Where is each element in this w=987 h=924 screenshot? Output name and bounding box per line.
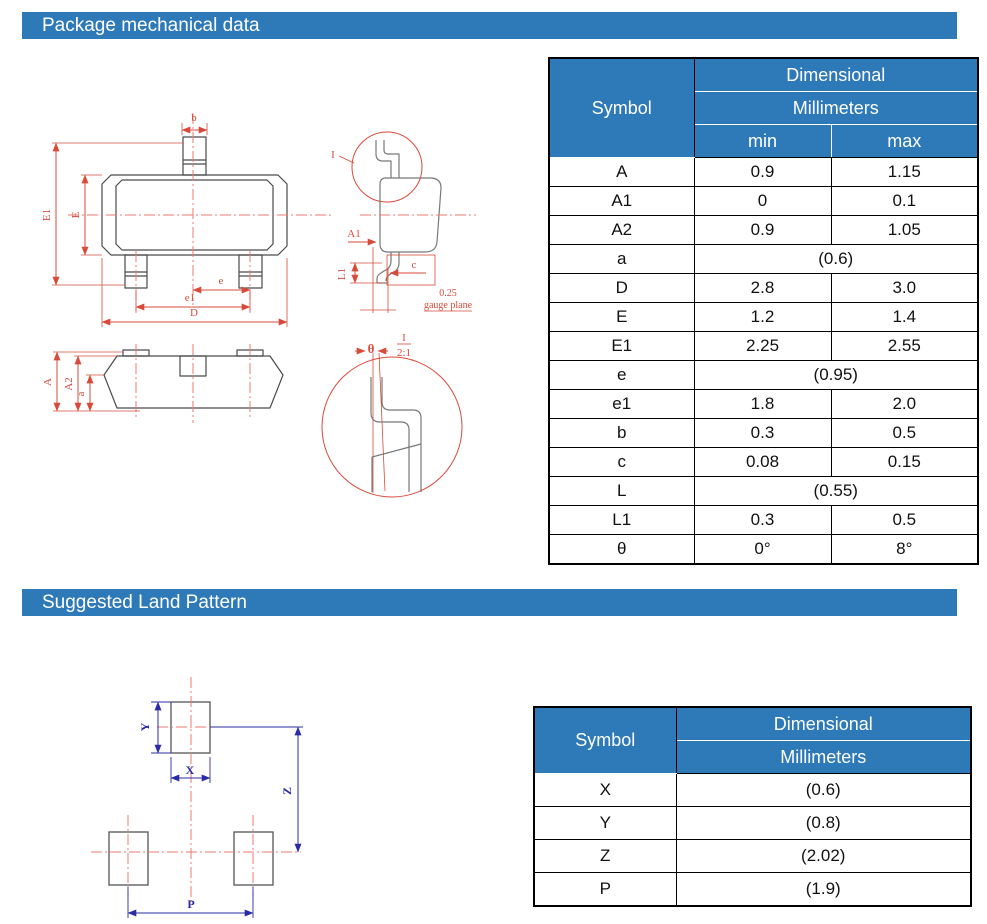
col-header-dimensional: Dimensional [676,707,971,741]
symbol-cell: c [549,448,694,477]
max-cell: 1.05 [831,216,978,245]
min-cell: 0.9 [694,216,831,245]
package-outline-drawing [30,55,540,545]
dimension-row [549,187,978,216]
front-view [42,344,283,423]
symbol-cell: E1 [549,332,694,361]
col-header-max: max [831,125,978,158]
symbol-cell: θ [549,535,694,565]
dim-label-e-body: E [70,211,82,219]
dimension-row [549,158,978,187]
section-title-package-mechanical: Package mechanical data [42,15,260,36]
section-header-package-mechanical [22,12,957,39]
dimension-row [534,873,971,907]
top-view [41,112,332,327]
symbol-cell: e [549,361,694,390]
symbol-cell: Y [534,807,676,840]
min-cell: 1.8 [694,390,831,419]
symbol-cell: A [549,158,694,187]
symbol-cell: L1 [549,506,694,535]
max-cell: 8° [831,535,978,565]
min-cell: 0.08 [694,448,831,477]
dim-label-y: Y [138,722,152,732]
max-cell: 3.0 [831,274,978,303]
symbol-cell: D [549,274,694,303]
detail-callout-label: I [331,149,335,161]
symbol-cell: L [549,477,694,506]
symbol-cell: Z [534,840,676,873]
min-cell: 0.3 [694,419,831,448]
dimension-row [549,477,978,506]
symbol-cell: X [534,774,676,807]
value-cell: (2.02) [676,840,971,873]
value-cell: (0.55) [694,477,978,506]
min-cell: 0.3 [694,506,831,535]
min-cell: 2.8 [694,274,831,303]
dim-label-d: D [190,307,198,319]
max-cell: 0.1 [831,187,978,216]
min-cell: 0.9 [694,158,831,187]
dimension-row [549,274,978,303]
dim-label-a2: A2 [63,377,75,391]
max-cell: 1.15 [831,158,978,187]
land-pattern-table [533,706,972,907]
dimension-row [549,303,978,332]
symbol-cell: P [534,873,676,907]
section-header-land-pattern [22,589,957,616]
dimension-row [549,361,978,390]
max-cell: 2.0 [831,390,978,419]
dimension-row [549,390,978,419]
dim-label-p: P [187,897,195,911]
max-cell: 0.5 [831,419,978,448]
col-header-symbol: Symbol [549,58,694,158]
col-header-min: min [694,125,831,158]
dimension-row [549,448,978,477]
dimension-row [549,535,978,565]
symbol-cell: E [549,303,694,332]
dim-label-e-pitch: e [218,275,224,287]
section-title-land-pattern: Suggested Land Pattern [42,592,247,613]
col-header-symbol: Symbol [534,707,676,774]
value-cell: (0.95) [694,361,978,390]
dim-label-b: b [191,112,197,124]
land-pattern-drawing [85,665,345,924]
dim-label-z: Z [280,786,294,796]
dimension-row [534,774,971,807]
dim-label-a-low: a [75,391,87,397]
min-cell: 0° [694,535,831,565]
dim-label-c: c [411,259,417,271]
detail-scale-label: 2:1 [396,347,412,359]
dim-label-a-cap: A [42,378,54,386]
min-cell: 1.2 [694,303,831,332]
gauge-offset-value: 0.25 [439,288,457,299]
package-dimensions-table [548,57,979,565]
dim-label-x: X [185,763,195,777]
gauge-plane-label: gauge plane [423,300,473,311]
max-cell: 1.4 [831,303,978,332]
dim-label-e1-pitch: e1 [184,292,196,304]
lead-detail-view [322,332,462,497]
min-cell: 2.25 [694,332,831,361]
dimension-row [549,419,978,448]
col-header-millimeters: Millimeters [694,92,978,125]
dim-label-l1: L1 [336,267,348,281]
max-cell: 0.15 [831,448,978,477]
dim-label-theta: θ [367,341,375,356]
dimension-row [549,506,978,535]
symbol-cell: e1 [549,390,694,419]
min-cell: 0 [694,187,831,216]
symbol-cell: A1 [549,187,694,216]
symbol-cell: b [549,419,694,448]
dimension-row [534,840,971,873]
dimension-row [549,216,978,245]
dim-label-a1: A1 [347,228,361,240]
col-header-dimensional: Dimensional [694,58,978,92]
dimension-row [534,807,971,840]
detail-ref-label: I [402,332,406,344]
value-cell: (0.8) [676,807,971,840]
side-view [331,132,476,313]
value-cell: (0.6) [694,245,978,274]
max-cell: 0.5 [831,506,978,535]
col-header-millimeters: Millimeters [676,741,971,774]
dim-label-e1-outer: E1 [41,208,53,222]
dimension-row [549,332,978,361]
dimension-row [549,245,978,274]
symbol-cell: a [549,245,694,274]
value-cell: (0.6) [676,774,971,807]
max-cell: 2.55 [831,332,978,361]
value-cell: (1.9) [676,873,971,907]
symbol-cell: A2 [549,216,694,245]
